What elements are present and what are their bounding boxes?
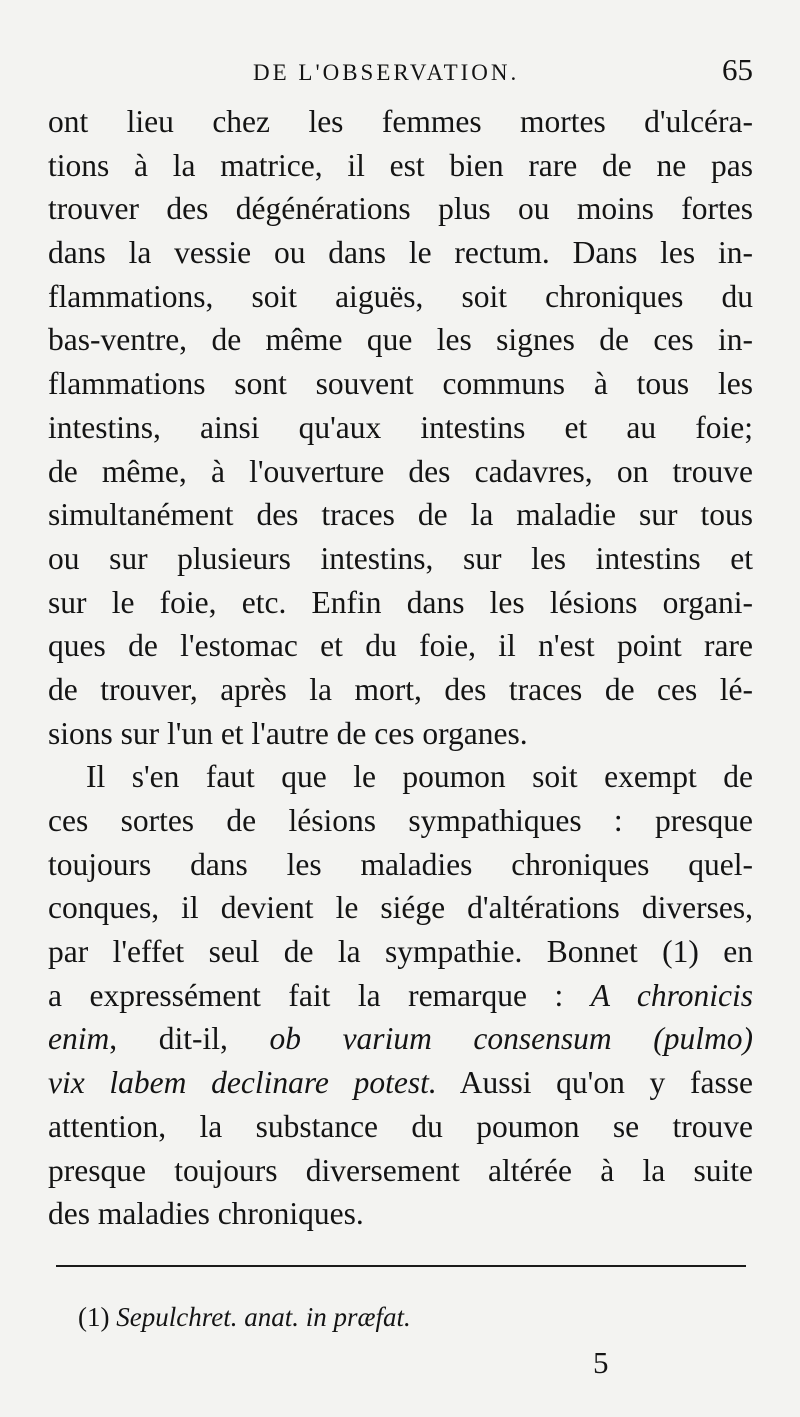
paragraph-start-line: Il s'en faut que le poumon soit exempt de [86,759,753,795]
text-line: intestins, ainsi qu'aux intestins et au foie; [48,409,753,445]
latin-quote: vix labem declinare potest. [48,1065,437,1101]
text-line: flammations sont souvent communs à tous les [48,366,753,402]
text-line: tions à la matrice, il est bien rare de ne pas [48,147,753,183]
latin-quote: enim [48,1021,110,1057]
text-line: ont lieu chez les femmes mortes d'ulcéra- [48,104,753,139]
text-line: bas-ventre, de même que les signes de ces in- [48,322,753,358]
text-line: attention, la substance du poumon se trouve [48,1108,753,1144]
text-line: toujours dans les maladies chroniques quel- [48,846,753,882]
text-line: presque toujours diversement altérée à la suite [48,1152,753,1188]
running-head [48,52,753,92]
signature-mark: 5 [593,1345,609,1380]
paragraph-end-line: des maladies chroniques. [48,1196,364,1232]
text-line: de trouver, après la mort, des traces de ces lé- [48,671,753,707]
footnote [78,1302,411,1333]
text-line: flammations, soit aiguës, soit chroniques du [48,278,753,314]
text-line: de même, à l'ouverture des cadavres, on trouve [48,453,753,489]
latin-quote: A chronicis [590,977,753,1013]
running-title: DE L'OBSERVATION. [253,60,520,85]
text-line: a expressément fait la remarque : A chronicis [48,977,753,1013]
text-line: ces sortes de lésions sympathiques : presque [48,803,753,838]
text-line: sur le foie, etc. Enfin dans les lésions organi- [48,584,753,620]
footnote-marker: (1) [78,1302,110,1332]
text-line: ques de l'estomac et du foie, il n'est point rare [48,628,753,664]
text-line: simultanément des traces de la maladie sur tous [48,497,753,533]
footnote-text: Sepulchret. anat. in præfat. [116,1302,411,1332]
text-line: trouver des dégénérations plus ou moins fortes [48,191,753,227]
footnote-divider [56,1265,746,1267]
text-line: conques, il devient le siége d'altérations diverses, [48,890,753,926]
text-line: enim, dit-il, ob varium consensum (pulmo) [48,1021,753,1057]
text-line: par l'effet seul de la sympathie. Bonnet (1) en [48,934,753,970]
page-number: 65 [722,52,753,87]
body-text [48,100,753,1236]
text-line: vix labem declinare potest. Aussi qu'on y fasse [48,1065,753,1101]
text-line: dans la vessie ou dans le rectum. Dans les in- [48,235,753,271]
latin-quote: ob varium consensum (pulmo) [269,1021,753,1057]
text-line: ou sur plusieurs intestins, sur les intestins et [48,540,753,576]
paragraph-end-line: sions sur l'un et l'autre de ces organes. [48,715,528,751]
